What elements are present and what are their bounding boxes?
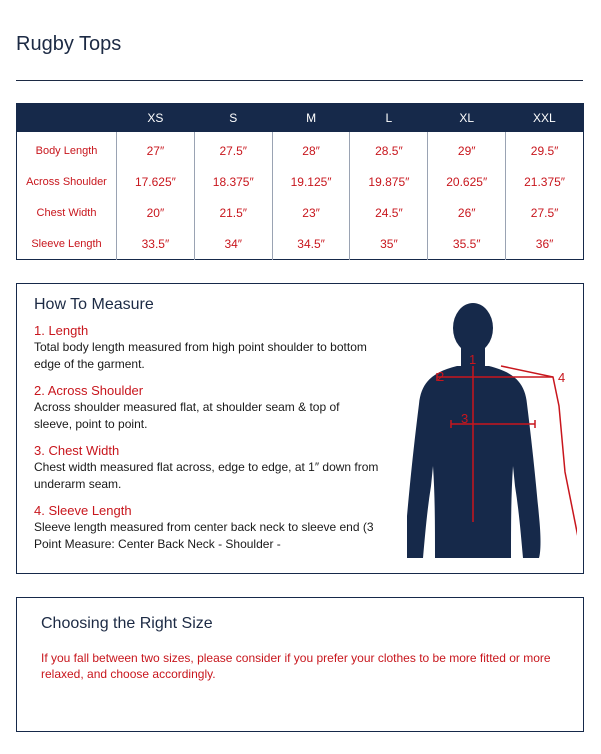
- size-header: M: [272, 104, 350, 133]
- table-row: [17, 228, 584, 259]
- table-cell: 19.875″: [350, 167, 428, 198]
- step-title: 2. Across Shoulder: [34, 383, 144, 398]
- step-text: Sleeve length measured from center back neck to sleeve end (3 Point Measure: Center Back Neck - Shoulder -: [34, 520, 374, 551]
- marker-1: 1: [469, 352, 477, 367]
- table-cell: 26″: [428, 198, 506, 229]
- table-cell: 34.5″: [272, 228, 350, 259]
- row-label: Body Length: [35, 145, 98, 158]
- measure-step-chest-width: [34, 442, 379, 493]
- choosing-size-panel: [16, 597, 584, 732]
- table-cell: 21.5″: [194, 198, 272, 229]
- size-header: L: [350, 104, 428, 133]
- body-measurement-figure: [407, 296, 577, 566]
- table-cell: 19.125″: [272, 167, 350, 198]
- size-header: XS: [117, 104, 195, 133]
- step-title: 3. Chest Width: [34, 443, 120, 458]
- table-cell: 27″: [117, 132, 195, 167]
- table-cell: 35″: [350, 228, 428, 259]
- table-row: [17, 132, 584, 167]
- table-cell: 35.5″: [428, 228, 506, 259]
- table-cell: 18.375″: [194, 167, 272, 198]
- table-cell: 28.5″: [350, 132, 428, 167]
- table-cell: 17.625″: [117, 167, 195, 198]
- measure-step-length: [34, 322, 379, 373]
- table-row: [17, 167, 584, 198]
- header-corner: [17, 104, 117, 133]
- title-divider: [16, 80, 583, 81]
- table-cell: 20″: [117, 198, 195, 229]
- step-title: 1. Length: [34, 323, 89, 338]
- table-cell: 29.5″: [506, 132, 584, 167]
- marker-3: 3: [461, 411, 469, 426]
- table-cell: 28″: [272, 132, 350, 167]
- size-header: XXL: [506, 104, 584, 133]
- measure-steps-list: [34, 322, 379, 562]
- how-to-measure-panel: [16, 283, 584, 574]
- page-title: Rugby Tops: [16, 33, 122, 55]
- table-row: [17, 198, 584, 229]
- row-label: Across Shoulder: [26, 176, 107, 189]
- marker-2: 2: [437, 369, 445, 384]
- table-cell: 36″: [506, 228, 584, 259]
- table-cell: 20.625″: [428, 167, 506, 198]
- step-text: Total body length measured from high point shoulder to bottom edge of the garment.: [34, 340, 367, 371]
- table-cell: 33.5″: [117, 228, 195, 259]
- table-cell: 24.5″: [350, 198, 428, 229]
- size-header: XL: [428, 104, 506, 133]
- choosing-size-heading: Choosing the Right Size: [41, 615, 213, 632]
- row-label: Sleeve Length: [31, 237, 102, 250]
- step-text: Chest width measured flat across, edge to edge, at 1″ down from underarm seam.: [34, 460, 379, 491]
- size-chart-table: [16, 103, 584, 260]
- table-cell: 23″: [272, 198, 350, 229]
- measure-step-sleeve-length: [34, 502, 379, 553]
- marker-4: 4: [558, 370, 566, 385]
- choosing-size-text: If you fall between two sizes, please consider if you prefer your clothes to be more fitted or more relaxed, and choose accordingly.: [41, 651, 551, 681]
- table-cell: 21.375″: [506, 167, 584, 198]
- size-header-row: [17, 104, 584, 133]
- step-title: 4. Sleeve Length: [34, 503, 132, 518]
- measure-step-across-shoulder: [34, 382, 379, 433]
- table-cell: 27.5″: [506, 198, 584, 229]
- table-cell: 27.5″: [194, 132, 272, 167]
- step-text: Across shoulder measured flat, at shoulder seam & top of sleeve, point to point.: [34, 400, 340, 431]
- table-cell: 34″: [194, 228, 272, 259]
- row-label: Chest Width: [36, 206, 97, 219]
- how-to-measure-heading: How To Measure: [34, 296, 154, 313]
- table-cell: 29″: [428, 132, 506, 167]
- size-header: S: [194, 104, 272, 133]
